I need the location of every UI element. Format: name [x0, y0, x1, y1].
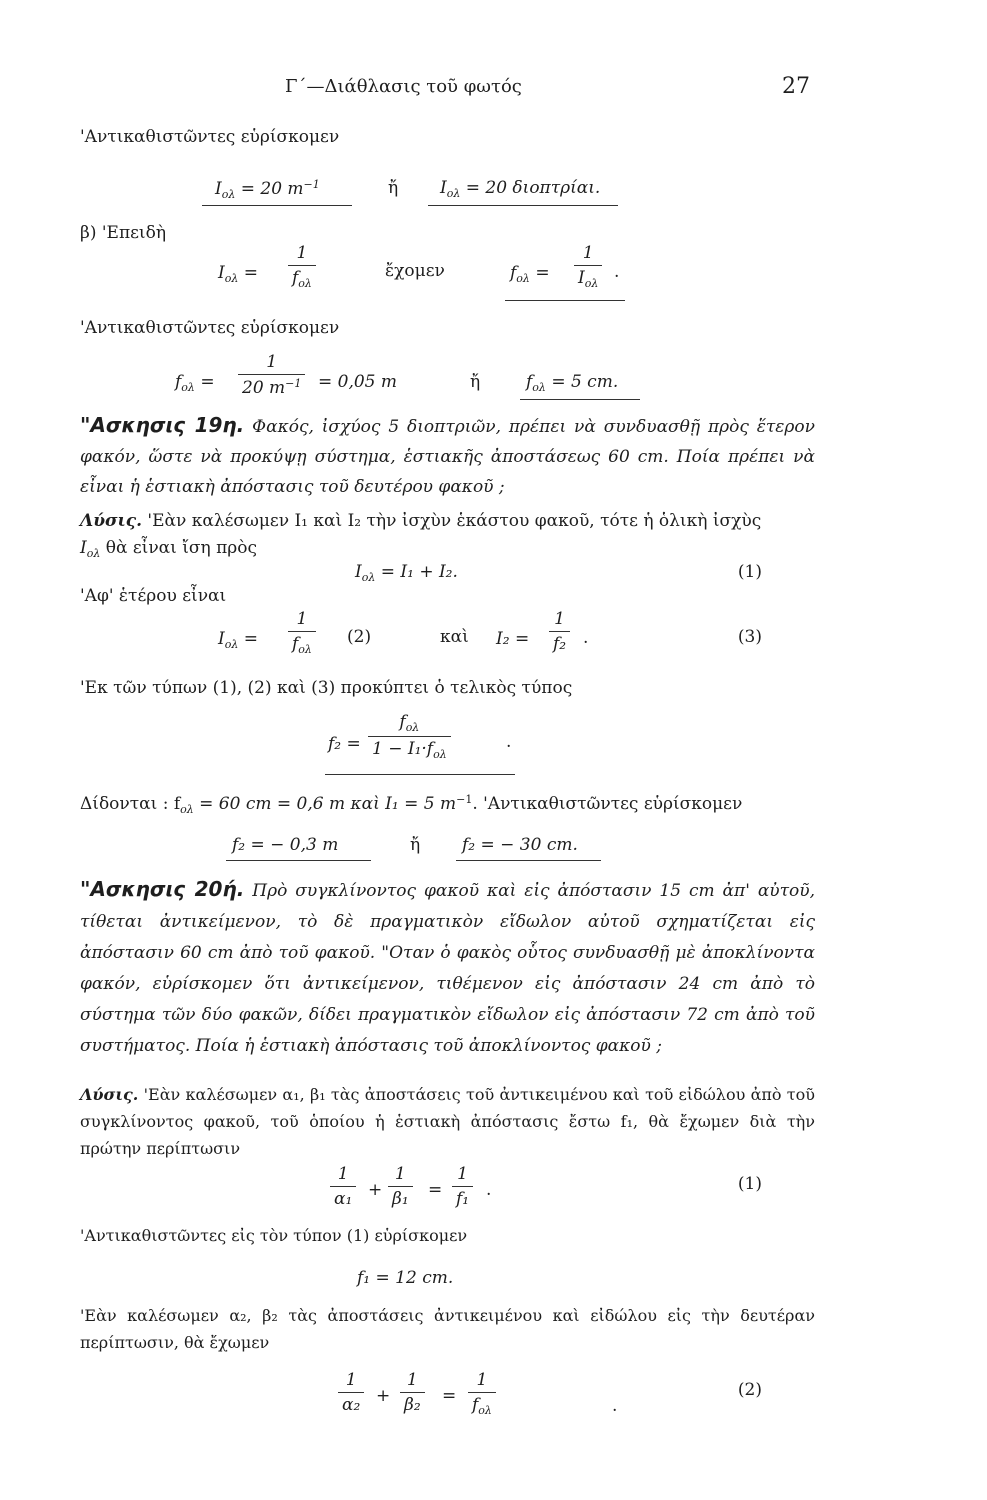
equation: $f_{o\lambda}$ =	[175, 372, 215, 394]
fraction: 1 $I_{o\lambda}$	[574, 243, 602, 290]
period: .	[506, 732, 512, 752]
fraction: $\frac{1}{\text{β₁}}$	[388, 1164, 413, 1209]
running-header: Γ΄—Διάθλασις τοῦ φωτός	[285, 76, 522, 97]
fraction: $\frac{1}{\text{α₂}}$	[338, 1370, 364, 1415]
underline	[456, 860, 601, 861]
equation-number: (2)	[347, 627, 372, 647]
or-word: ἤ	[470, 372, 481, 392]
equation: f₂ = − 0,3 m	[232, 835, 339, 855]
text-line: 'Αντικαθιστῶντες εἰς τὸν τύπον (1) εὑρίσκομεν	[80, 1226, 468, 1245]
text-line: 'Εκ τῶν τύπων (1), (2) καὶ (3) προκύπτει ὁ τελικὸς τύπος	[80, 678, 573, 698]
equation-number: (1)	[737, 1174, 762, 1194]
equation: f₂ = − 30 cm.	[462, 835, 578, 855]
fraction: 1 $f_{o\lambda}$	[468, 1370, 496, 1417]
text-word: καὶ	[440, 627, 469, 647]
fraction: $\frac{1}{20 m^{-1}}$	[238, 352, 305, 398]
period: .	[614, 262, 620, 282]
underline	[505, 300, 625, 301]
fraction: 1 $f_{o\lambda}$	[288, 243, 316, 290]
fraction: $\frac{1}{\text{β₂}}$	[400, 1370, 425, 1415]
exercise-heading: "Ασκησις 20ή.	[80, 877, 245, 901]
or-word: ἤ	[388, 178, 399, 198]
underline	[520, 399, 640, 400]
equals-sign: =	[442, 1386, 457, 1406]
plus-sign: +	[368, 1180, 383, 1200]
fraction: $\frac{1}{\text{f₂}}$	[549, 609, 570, 654]
fraction: 1 $f_{o\lambda}$	[288, 609, 316, 656]
text-line: 'Αφ' ἑτέρου εἶναι	[80, 586, 227, 606]
equation: $I_{o\lambda} = 20$ διοπτρίαι.	[440, 178, 601, 200]
equation: $I_{o\lambda} = I_1 + I_2$.	[355, 562, 458, 584]
text-line: β) 'Επειδὴ	[80, 223, 167, 243]
equation: $I_{o\lambda} = 20$ $m^{-1}$	[215, 178, 320, 201]
text-paragraph: 'Εὰν καλέσωμεν α₂, β₂ τὰς ἀποστάσεις ἀντικειμένου καὶ εἰδώλου εἰς τὴν δευτέραν περίπτωσιν, θὰ ἔχωμεν	[80, 1306, 815, 1352]
equation-number: (1)	[737, 562, 762, 582]
page-number: 27	[782, 74, 810, 99]
fraction: $\frac{1}{\text{f₁}}$	[452, 1164, 473, 1209]
equation-number: (3)	[737, 627, 762, 647]
exercise-heading: "Ασκησις 19η.	[80, 413, 245, 437]
solution-paragraph: Λύσις. 'Εὰν καλέσωμεν α₁, β₁ τὰς ἀποστάσεις τοῦ ἀντικειμένου καὶ τοῦ εἰδώλου ἀπὸ τοῦ συγκλίνοντος φακοῦ, τοῦ ὁποίου ἡ ἑστιακὴ ἀπόστασις ἔστω f₁, θὰ ἔχωμεν διὰ τὴν πρώτην περίπτωσιν	[80, 1085, 815, 1158]
underline	[202, 205, 352, 206]
equation: $f_{o\lambda}$ =	[510, 263, 550, 285]
solution-line: Λύσις. 'Εὰν καλέσωμεν I₁ καὶ I₂ τὴν ἰσχὺν ἑκάστου φακοῦ, τότε ἡ ὁλικὴ ἰσχὺς	[80, 511, 762, 531]
text-line: 'Αντικαθιστῶντες εὑρίσκομεν	[80, 127, 340, 147]
equation: $f_{o\lambda} = 5$ cm.	[526, 372, 619, 394]
text-word: ἔχομεν	[385, 261, 445, 281]
plus-sign: +	[376, 1386, 391, 1406]
equation: $I_{o\lambda}$ =	[218, 629, 258, 651]
underline	[325, 774, 515, 775]
period: .	[612, 1396, 618, 1416]
exercise-20: "Ασκησις 20ή. Πρὸ συγκλίνοντος φακοῦ καὶ εἰς ἀπόστασιν 15 cm ἀπ' αὐτοῦ, τίθεται ἀντικείμενον, τὸ δὲ πραγματικὸν εἴδωλον αὐτοῦ σχηματίζεται εἰς ἀπόστασιν 60 cm ἀπὸ τοῦ φακοῦ. "Οταν ὁ φακὸς οὗτος συνδυασθῇ μὲ ἀποκλίνοντα φακόν, εὑρίσκομεν ὅτι ἀντικείμενον, τιθέμενον εἰς ἀπόστασιν 24 cm ἀπὸ τὸ σύστημα τῶν δύο φακῶν, δίδει πραγματικὸν εἴδωλον εἰς ἀπόστασιν 72 cm ἀπὸ τοῦ συστήματος. Ποία ἡ ἑστιακὴ ἀπόστασις τοῦ ἀποκλίνοντος φακοῦ ;	[80, 877, 816, 1056]
equation-number: (2)	[737, 1380, 762, 1400]
period: .	[583, 628, 589, 648]
underline	[428, 205, 618, 206]
period: .	[486, 1180, 492, 1200]
fraction: $f_{o\lambda}$ $1 - I_1\cdot f_{o\lambda}$	[368, 712, 451, 761]
or-word: ἤ	[410, 835, 421, 855]
fraction: $\frac{1}{\text{α₁}}$	[330, 1164, 356, 1209]
exercise-19: "Ασκησις 19η. Φακός, ἰσχύος 5 διοπτριῶν, πρέπει νὰ συνδυασθῇ πρὸς ἕτερον φακόν, ὥστε νὰ προκύψῃ σύστημα, ἑστιακῆς ἀποστάσεως 60 cm. Ποία πρέπει νὰ εἶναι ἡ ἑστιακὴ ἀπόστασις τοῦ δευτέρου φακοῦ ;	[80, 413, 815, 497]
equals-sign: =	[428, 1180, 443, 1200]
text-line: 'Αντικαθιστῶντες εὑρίσκομεν	[80, 318, 340, 338]
equation: = 0,05 m	[318, 372, 398, 392]
equation: f₂ =	[328, 734, 361, 754]
text-line: Δίδονται : $f_{o\lambda} = 60$ cm = 0,6 m καὶ I₁ = 5 $m^{-1}$. 'Αντικαθιστῶντες εὑρίσκομεν	[80, 793, 743, 816]
equation: f₁ = 12 cm.	[357, 1268, 454, 1288]
solution-line: $I_{o\lambda}$ θὰ εἶναι ἴση πρὸς	[80, 538, 257, 560]
underline	[226, 860, 371, 861]
equation: $I_{o\lambda}$ =	[218, 263, 258, 285]
equation: I₂ =	[496, 629, 530, 649]
